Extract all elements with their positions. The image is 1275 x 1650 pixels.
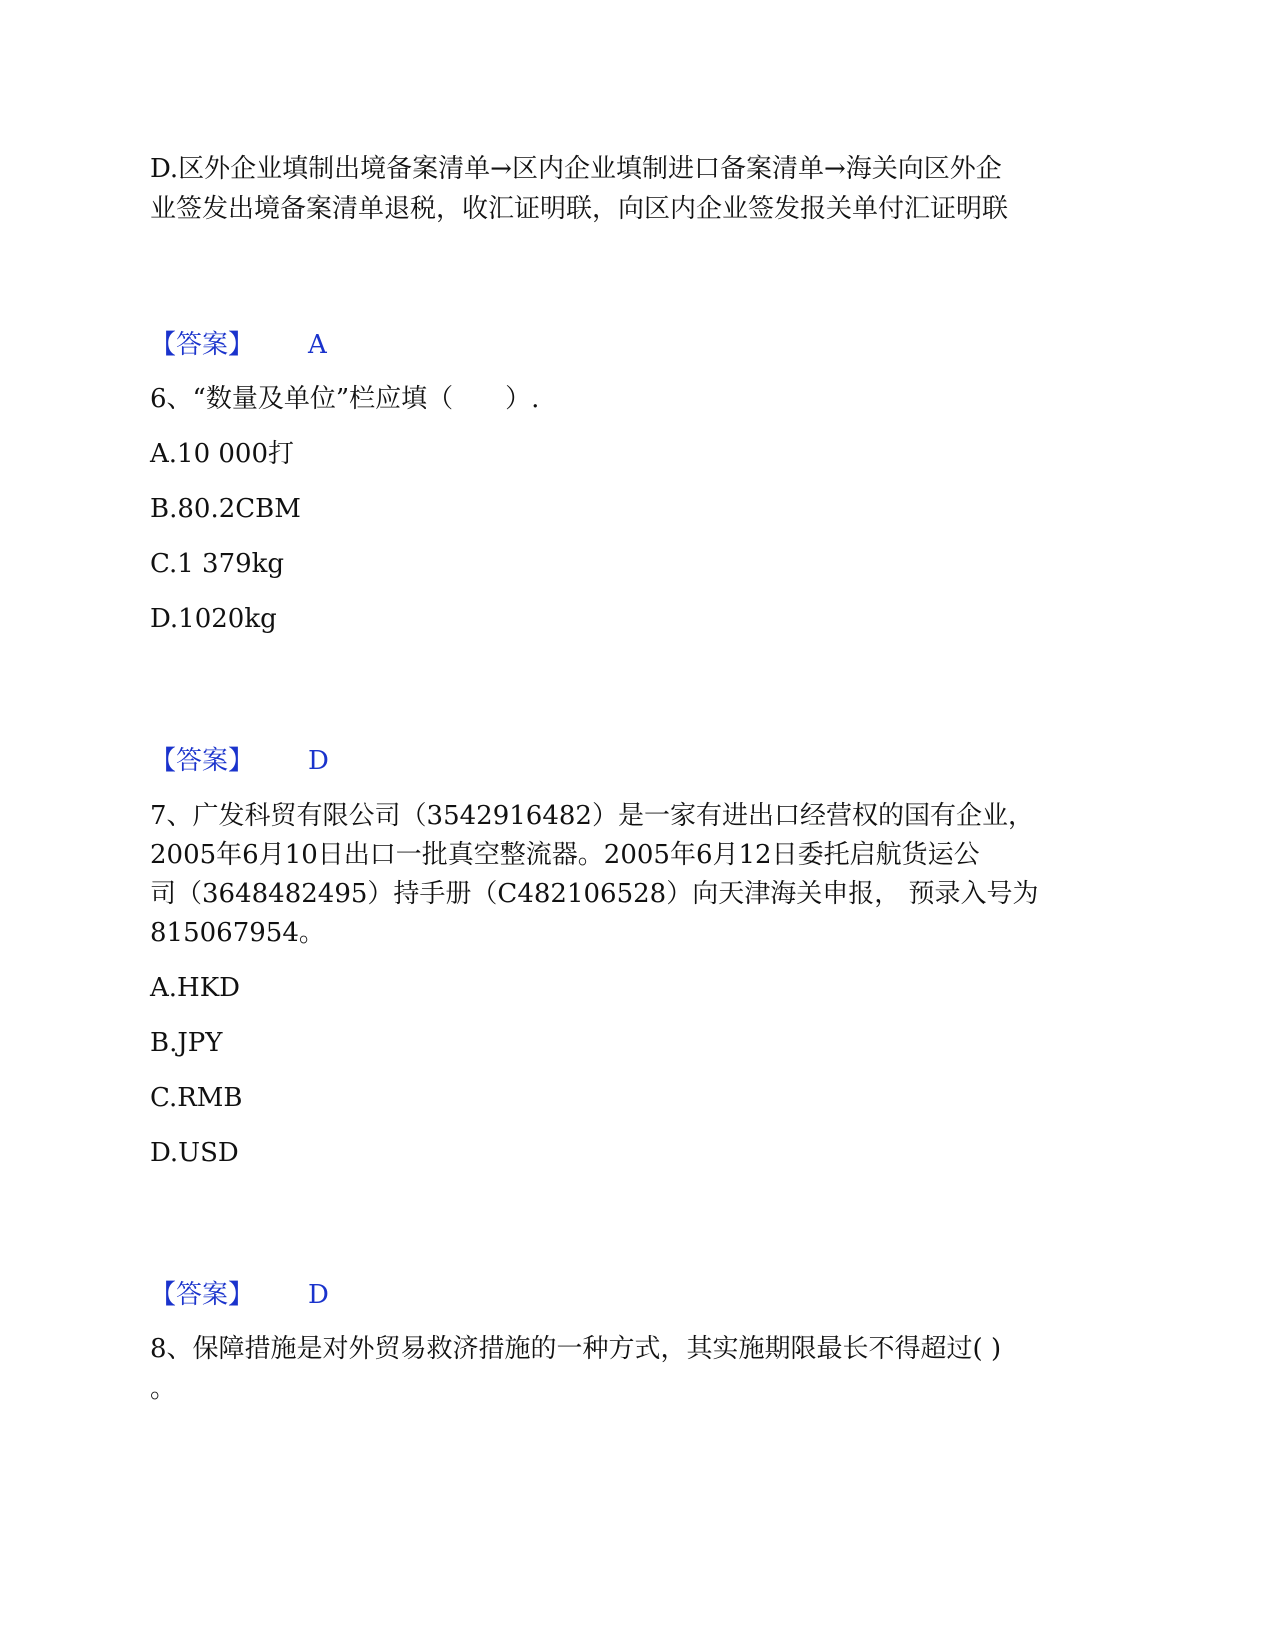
- q7-option-d: D.USD: [150, 1138, 239, 1168]
- q7-stem-line3: 司（3648482495）持手册（C482106528）向天津海关申报， 预录入号为: [150, 879, 1039, 909]
- q7-option-b: B.JPY: [150, 1028, 223, 1058]
- q6-option-d: D.1020kg: [150, 604, 277, 634]
- q6-option-a: A.10 000打: [150, 439, 295, 469]
- q7-stem-line1: 7、广发科贸有限公司（3542916482）是一家有进出口经营权的国有企业，: [150, 801, 1034, 831]
- q6-answer-label: 【答案】: [150, 746, 255, 776]
- q8-stem-line1: 8、保障措施是对外贸易救济措施的一种方式，其实施期限最长不得超过( ): [150, 1334, 1002, 1364]
- q5-answer-label: 【答案】: [150, 330, 255, 360]
- q6-option-c: C.1 379kg: [150, 549, 285, 579]
- q6-stem: 6、“数量及单位”栏应填（ ）.: [150, 384, 540, 414]
- q7-answer-value: D: [308, 1280, 329, 1310]
- q7-option-c: C.RMB: [150, 1083, 243, 1113]
- q5-option-d-line1: D.区外企业填制出境备案清单→区内企业填制进口备案清单→海关向区外企: [150, 154, 1002, 184]
- q6-answer-value: D: [308, 746, 329, 776]
- q6-option-b: B.80.2CBM: [150, 494, 301, 524]
- q7-answer-label: 【答案】: [150, 1280, 255, 1310]
- q7-stem-line4: 815067954。: [150, 918, 325, 948]
- q5-answer-value: A: [308, 330, 327, 360]
- q5-option-d-line2: 业签发出境备案清单退税，收汇证明联，向区内企业签发报关单付汇证明联: [150, 194, 1009, 224]
- q8-stem-line2: 。: [150, 1374, 177, 1404]
- q7-stem-line2: 2005年6月10日出口一批真空整流器。2005年6月12日委托启航货运公: [150, 840, 980, 870]
- q7-option-a: A.HKD: [150, 973, 240, 1003]
